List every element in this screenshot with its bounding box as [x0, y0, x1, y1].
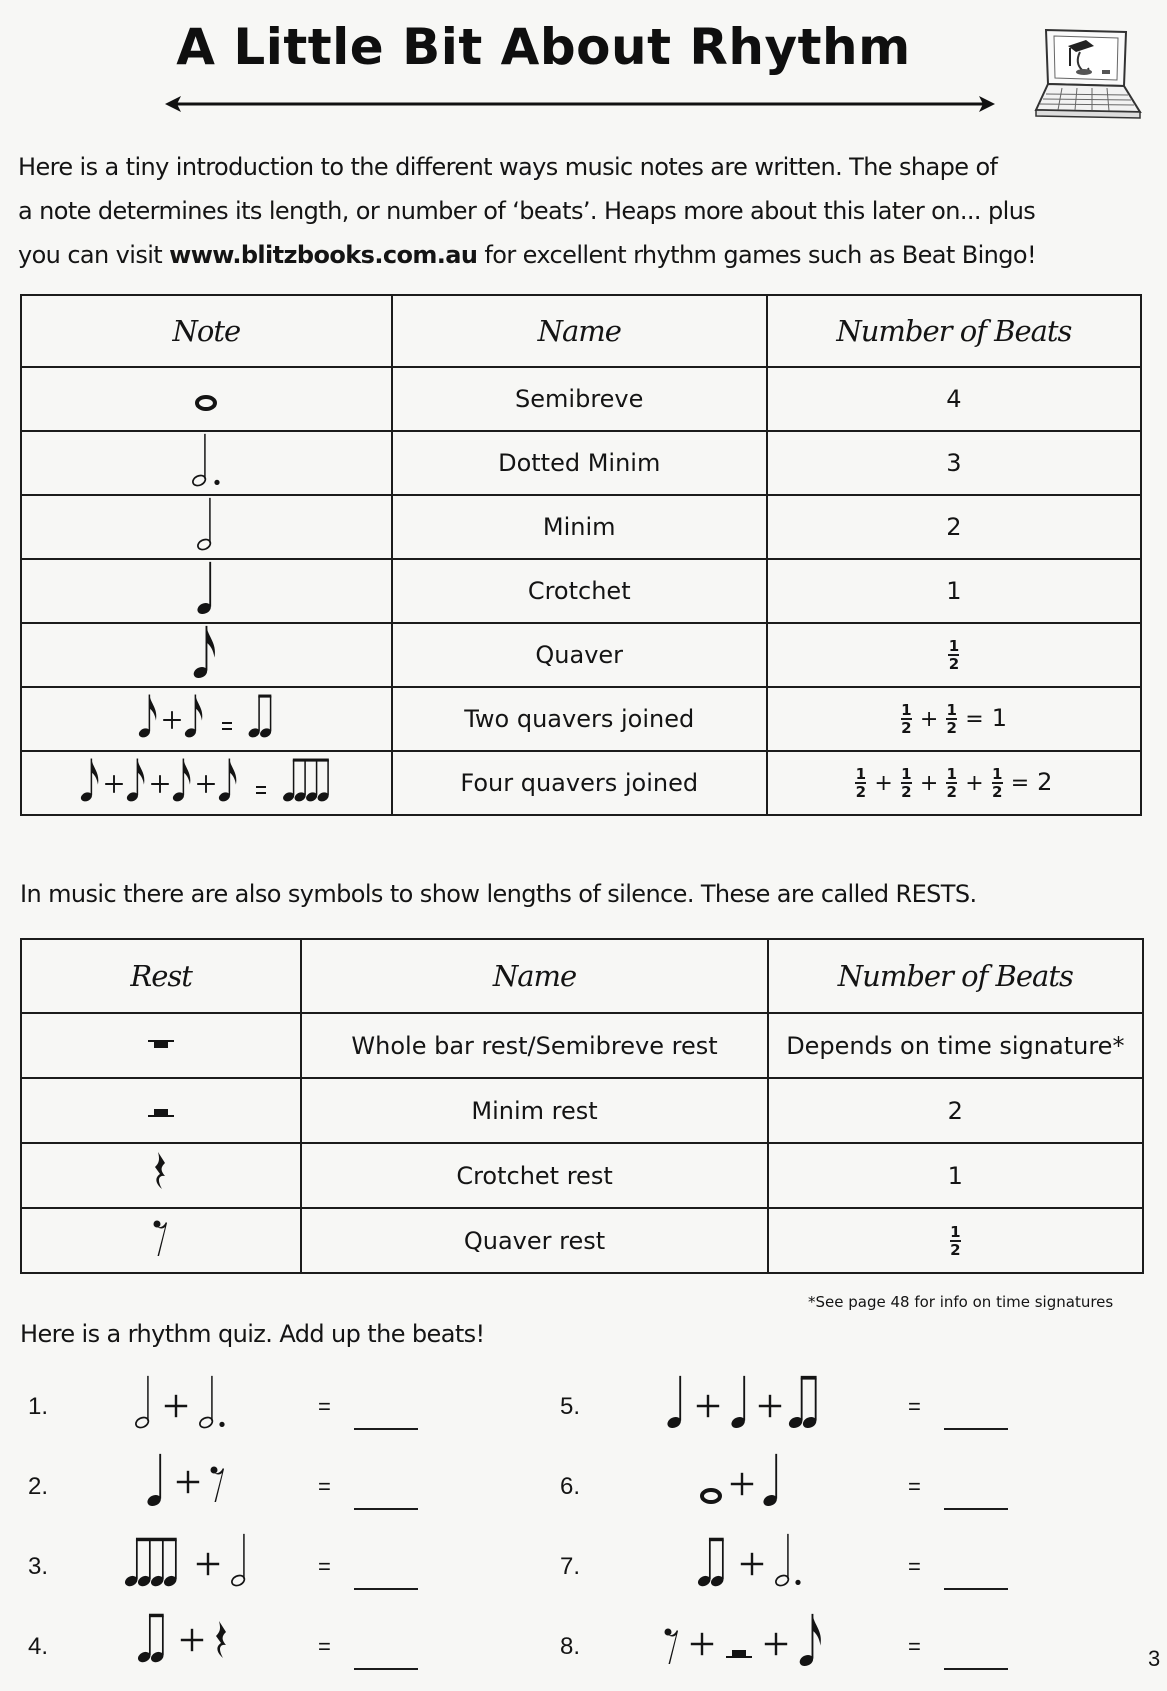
table-row — [21, 751, 1141, 815]
equals-sign: = — [908, 1554, 921, 1579]
quaver-rest-icon — [153, 1218, 169, 1258]
equals-sign: = — [318, 1554, 331, 1579]
header-beats: Number of Beats — [768, 939, 1143, 1013]
note-beats: 3 — [767, 431, 1141, 495]
semibreve-icon — [700, 1488, 722, 1504]
quiz-number: 5. — [560, 1393, 581, 1420]
note-beats: $\frac{1}{2}$ + $\frac{1}{2}$ = 1 — [767, 687, 1141, 751]
equals-sign: = — [908, 1634, 921, 1659]
crotchet-icon — [762, 1452, 782, 1508]
equals-sign: = — [318, 1394, 331, 1419]
page-number: 3 — [1148, 1646, 1161, 1671]
minim-icon — [134, 1374, 154, 1430]
answer-blank[interactable] — [354, 1668, 418, 1670]
minim-rest-icon — [146, 1103, 176, 1119]
two-quavers-joined-icon — [786, 1374, 822, 1430]
crotchet-icon — [196, 560, 216, 616]
semibreve-rest-icon — [146, 1038, 176, 1054]
blitzbooks-link[interactable]: www.blitzbooks.com.au — [169, 241, 478, 269]
crotchet-icon — [666, 1374, 686, 1430]
rest-name: Whole bar rest/Semibreve rest — [301, 1013, 767, 1078]
quaver-rest-icon — [664, 1626, 680, 1666]
note-name: Two quavers joined — [392, 687, 767, 751]
answer-blank[interactable] — [354, 1508, 418, 1510]
crotchet-icon — [730, 1374, 750, 1430]
four-quavers-joined-icon — [118, 1536, 186, 1588]
intro-paragraph — [18, 145, 1158, 277]
quiz-expression-5 — [666, 1374, 822, 1430]
minim-icon — [230, 1532, 250, 1588]
dotted-minim-icon — [774, 1532, 794, 1588]
rest-name: Crotchet rest — [301, 1143, 767, 1208]
equals-sign: = — [908, 1474, 921, 1499]
quiz-expression-6 — [700, 1452, 782, 1508]
footnote: *See page 48 for info on time signatures — [808, 1293, 1114, 1311]
answer-blank[interactable] — [354, 1588, 418, 1590]
intro-line-3: you can visit www.blitzbooks.com.au for excellent rhythm games such as Beat Bingo! — [18, 241, 1037, 269]
note-beats: 2 — [767, 495, 1141, 559]
answer-blank[interactable] — [944, 1668, 1008, 1670]
rest-name: Minim rest — [301, 1078, 767, 1143]
equals-sign: = — [318, 1474, 331, 1499]
quiz-number: 2. — [28, 1473, 49, 1500]
rests-intro: In music there are also symbols to show lengths of silence. These are called RESTS. — [20, 880, 977, 908]
crotchet-rest-icon — [214, 1620, 230, 1664]
note-name: Semibreve — [392, 367, 767, 431]
table-row — [21, 431, 1141, 495]
table-row — [21, 687, 1141, 751]
note-beats: 1 — [767, 559, 1141, 623]
notes-table — [20, 294, 1142, 816]
laptop-graduate-icon — [1032, 26, 1144, 122]
quaver-rest-icon — [210, 1464, 226, 1504]
quiz-number: 8. — [560, 1633, 581, 1660]
rest-name: Quaver rest — [301, 1208, 767, 1273]
quiz-expression-3 — [118, 1532, 250, 1588]
two-quavers-joined-icon — [134, 1612, 170, 1664]
semibreve-icon — [195, 381, 217, 411]
answer-blank[interactable] — [944, 1428, 1008, 1430]
page-title: A Little Bit About Rhythm — [176, 18, 911, 76]
answer-blank[interactable] — [944, 1588, 1008, 1590]
note-beats: 4 — [767, 367, 1141, 431]
rest-beats: 1 — [768, 1143, 1143, 1208]
table-row — [21, 623, 1141, 687]
answer-blank[interactable] — [944, 1508, 1008, 1510]
notes-table-header — [21, 295, 1141, 367]
crotchet-rest-icon — [153, 1151, 169, 1195]
quiz-number: 1. — [28, 1393, 49, 1420]
quiz-expression-4 — [134, 1612, 230, 1664]
header-name: Name — [301, 939, 767, 1013]
equals-sign: = — [908, 1394, 921, 1419]
table-row — [21, 1208, 1143, 1273]
note-name: Four quavers joined — [392, 751, 767, 815]
note-name: Dotted Minim — [392, 431, 767, 495]
rest-beats: Depends on time signature* — [768, 1013, 1143, 1078]
table-row — [21, 367, 1141, 431]
note-beats — [767, 623, 1141, 687]
two-quavers-joined-icon — [694, 1536, 730, 1588]
quaver-icon — [798, 1612, 826, 1668]
header-name: Name — [392, 295, 767, 367]
rest-beats: 2 — [768, 1078, 1143, 1143]
quiz-expression-7 — [694, 1532, 802, 1588]
quiz-expression-2 — [146, 1452, 226, 1508]
note-name: Quaver — [392, 623, 767, 687]
dotted-minim-icon — [191, 432, 221, 488]
rests-table — [20, 938, 1144, 1274]
fraction-half: $\frac{1}{2}$ — [948, 637, 960, 673]
double-headed-arrow-icon — [165, 96, 995, 112]
quiz-expression-1 — [134, 1374, 226, 1430]
equals-sign: = — [318, 1634, 331, 1659]
quaver-icon — [192, 624, 220, 680]
rests-table-header — [21, 939, 1143, 1013]
fraction-half: $\frac{1}{2}$ — [950, 1222, 961, 1259]
minim-rest-icon — [724, 1644, 754, 1660]
table-row — [21, 1078, 1143, 1143]
crotchet-icon — [146, 1452, 166, 1508]
header-beats: Number of Beats — [767, 295, 1141, 367]
dotted-minim-icon — [198, 1374, 218, 1430]
table-row — [21, 1013, 1143, 1078]
quiz-expression-8 — [664, 1612, 826, 1668]
quiz-number: 4. — [28, 1633, 49, 1660]
rest-beats — [768, 1208, 1143, 1273]
intro-line-1: Here is a tiny introduction to the different ways music notes are written. The shape of — [18, 153, 998, 181]
note-name: Crotchet — [392, 559, 767, 623]
quiz-number: 3. — [28, 1553, 49, 1580]
quiz-number: 7. — [560, 1553, 581, 1580]
quiz-intro: Here is a rhythm quiz. Add up the beats! — [20, 1320, 485, 1348]
intro-line-2: a note determines its length, or number of ‘beats’. Heaps more about this later on... plus — [18, 197, 1036, 225]
two-quavers-joined-icon — [137, 693, 275, 739]
answer-blank[interactable] — [354, 1428, 418, 1430]
table-row — [21, 495, 1141, 559]
table-row — [21, 1143, 1143, 1208]
note-beats: $\frac{1}{2}$ + $\frac{1}{2}$ + $\frac{1}{2}$ + $\frac{1}{2}$ = 2 — [767, 751, 1141, 815]
quiz-number: 6. — [560, 1473, 581, 1500]
header-rest: Rest — [21, 939, 301, 1013]
header-note: Note — [21, 295, 392, 367]
four-quavers-joined-icon — [79, 757, 333, 803]
table-row — [21, 559, 1141, 623]
note-name: Minim — [392, 495, 767, 559]
minim-icon — [196, 496, 216, 552]
